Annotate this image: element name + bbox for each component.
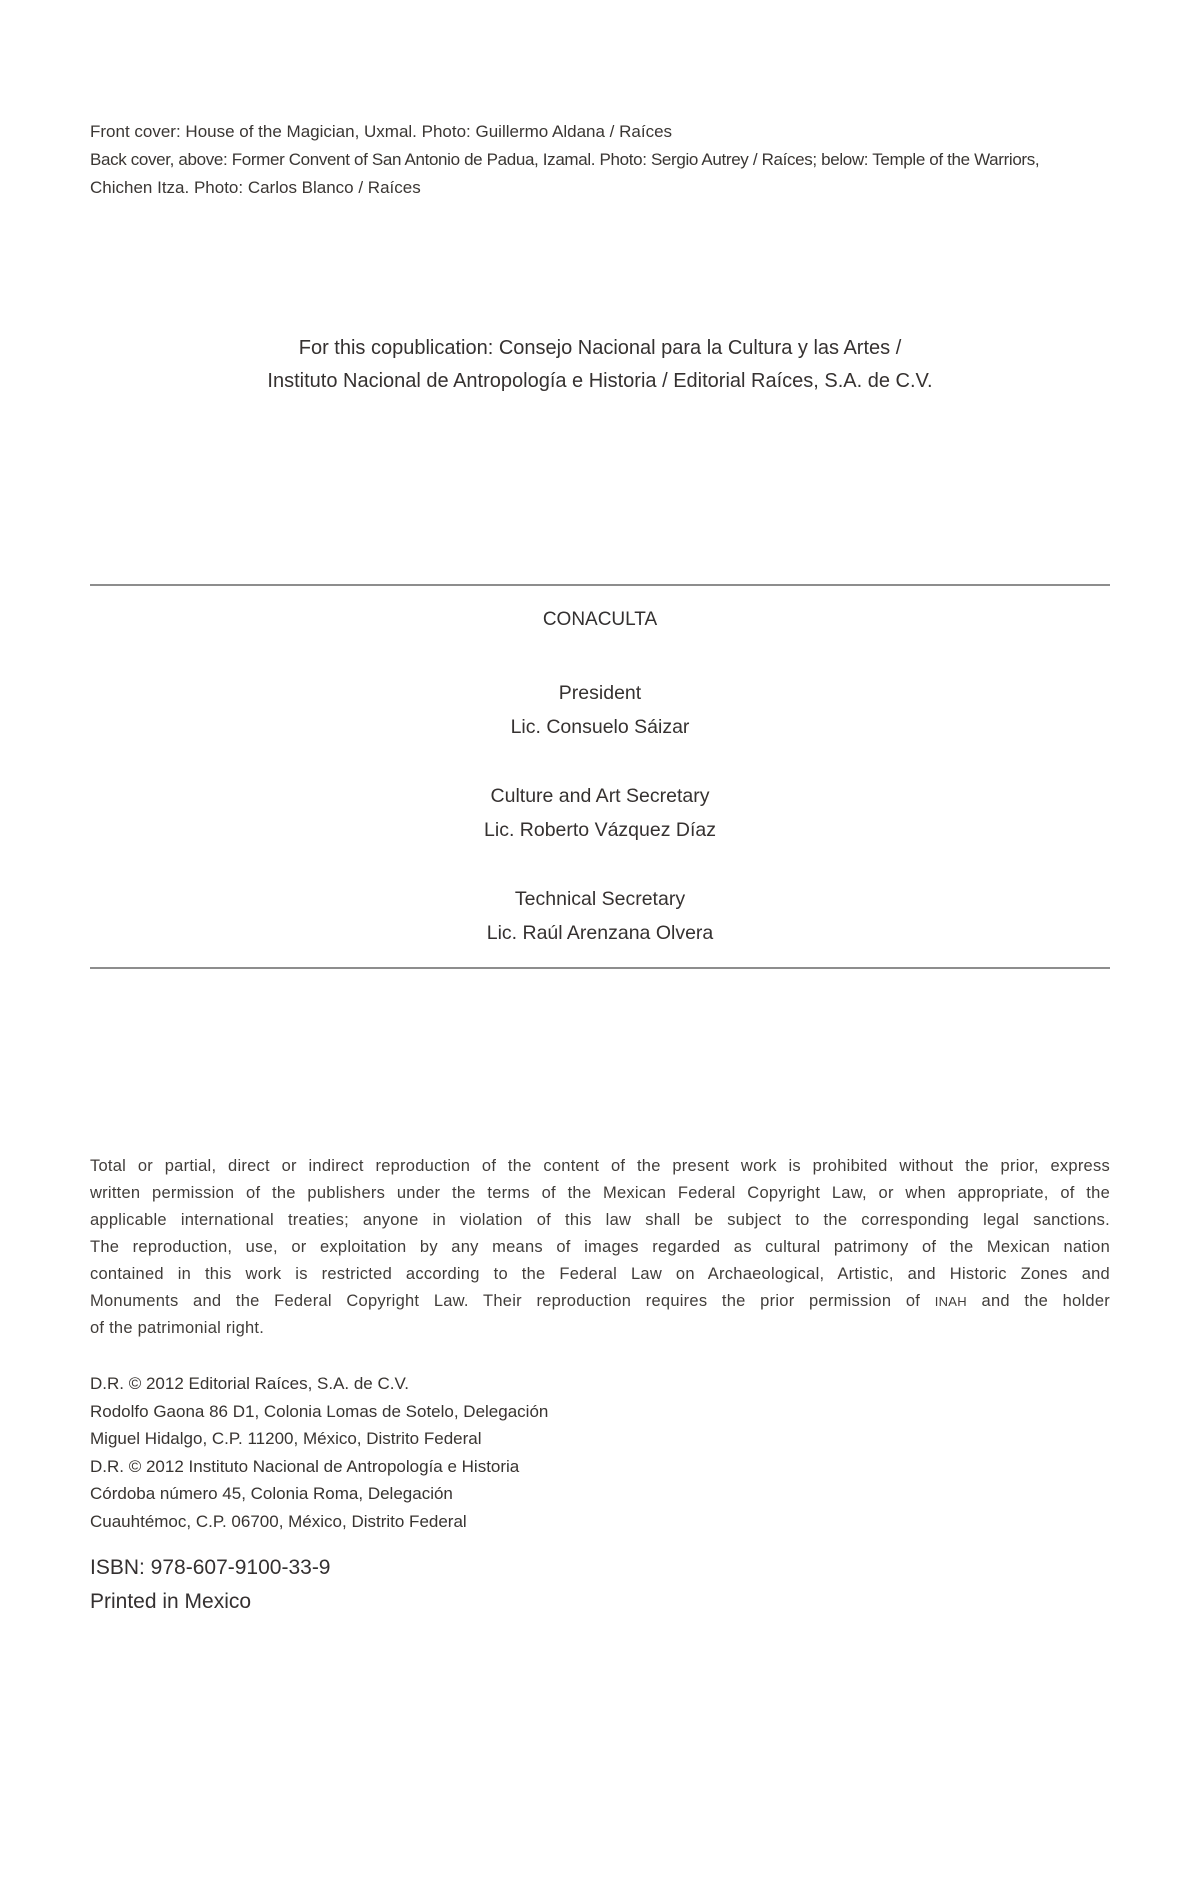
role-technical-secretary bbox=[90, 882, 1110, 950]
legal-line: Monuments and the Federal Copyright Law. Their reproduction requires the prior permission of INAH and the holder bbox=[90, 1292, 1110, 1310]
legal-line: Total or partial, direct or indirect reproduction of the content of the present work is prohibited without the prior, express bbox=[90, 1157, 1110, 1175]
role-culture-art-secretary bbox=[90, 779, 1110, 847]
isbn-block bbox=[90, 1551, 1110, 1619]
role-name: Lic. Roberto Vázquez Díaz bbox=[484, 819, 716, 841]
role-president bbox=[90, 676, 1110, 744]
conaculta-heading: CONACULTA bbox=[542, 609, 658, 630]
copublication-line-1: For this copublication: Consejo Nacional para la Cultura y las Artes / bbox=[298, 337, 902, 359]
rights-line: Rodolfo Gaona 86 D1, Colonia Lomas de Sotelo, Delegación bbox=[90, 1401, 549, 1421]
role-title: Technical Secretary bbox=[514, 888, 686, 910]
role-title: Culture and Art Secretary bbox=[490, 785, 710, 807]
printed-in-mexico: Printed in Mexico bbox=[90, 1590, 252, 1613]
isbn-number: ISBN: 978-607-9100-33-9 bbox=[90, 1556, 331, 1579]
rights-line: Córdoba número 45, Colonia Roma, Delegación bbox=[90, 1484, 453, 1503]
role-name: Lic. Consuelo Sáizar bbox=[510, 716, 690, 738]
legal-line: The reproduction, use, or exploitation by any means of images regarded as cultural patrimony of the Mexican nation bbox=[90, 1238, 1110, 1256]
rights-line: Miguel Hidalgo, C.P. 11200, México, Distrito Federal bbox=[90, 1429, 482, 1448]
back-cover-credit-line-1: Back cover, above: Former Convent of San Antonio de Padua, Izamal. Photo: Sergio Autrey / Raíces; below: Temple of the Warriors, bbox=[90, 150, 1040, 169]
rights-line: D.R. © 2012 Editorial Raíces, S.A. de C.V. bbox=[90, 1374, 409, 1393]
colophon-page bbox=[90, 118, 1110, 1619]
rights-line: Cuauhtémoc, C.P. 06700, México, Distrito Federal bbox=[90, 1511, 467, 1531]
role-name: Lic. Raúl Arenzana Olvera bbox=[486, 922, 714, 944]
copublication-line-2: Instituto Nacional de Antropología e Historia / Editorial Raíces, S.A. de C.V. bbox=[267, 370, 933, 392]
front-cover-credit: Front cover: House of the Magician, Uxmal. Photo: Guillermo Aldana / Raíces bbox=[90, 122, 673, 141]
legal-line: written permission of the publishers under the terms of the Mexican Federal Copyright Law, or when appropriate, of the bbox=[90, 1184, 1110, 1202]
role-title: President bbox=[558, 682, 642, 704]
back-cover-credit-line-2: Chichen Itza. Photo: Carlos Blanco / Raíces bbox=[90, 178, 421, 197]
divider-rule-top bbox=[90, 584, 1110, 586]
legal-line: applicable international treaties; anyone in violation of this law shall be subject to the corresponding legal sanctions. bbox=[90, 1211, 1110, 1229]
rights-line: D.R. © 2012 Instituto Nacional de Antropología e Historia bbox=[90, 1456, 520, 1476]
divider-rule-bottom bbox=[90, 967, 1110, 969]
copyright-rights-block bbox=[90, 1370, 1110, 1535]
legal-notice-paragraph bbox=[90, 1153, 1110, 1342]
copublication-statement bbox=[90, 332, 1110, 398]
legal-line: of the patrimonial right. bbox=[90, 1319, 265, 1337]
cover-photo-credits bbox=[90, 118, 1110, 202]
legal-line: contained in this work is restricted according to the Federal Law on Archaeological, Artistic, and Historic Zones and bbox=[90, 1265, 1110, 1283]
